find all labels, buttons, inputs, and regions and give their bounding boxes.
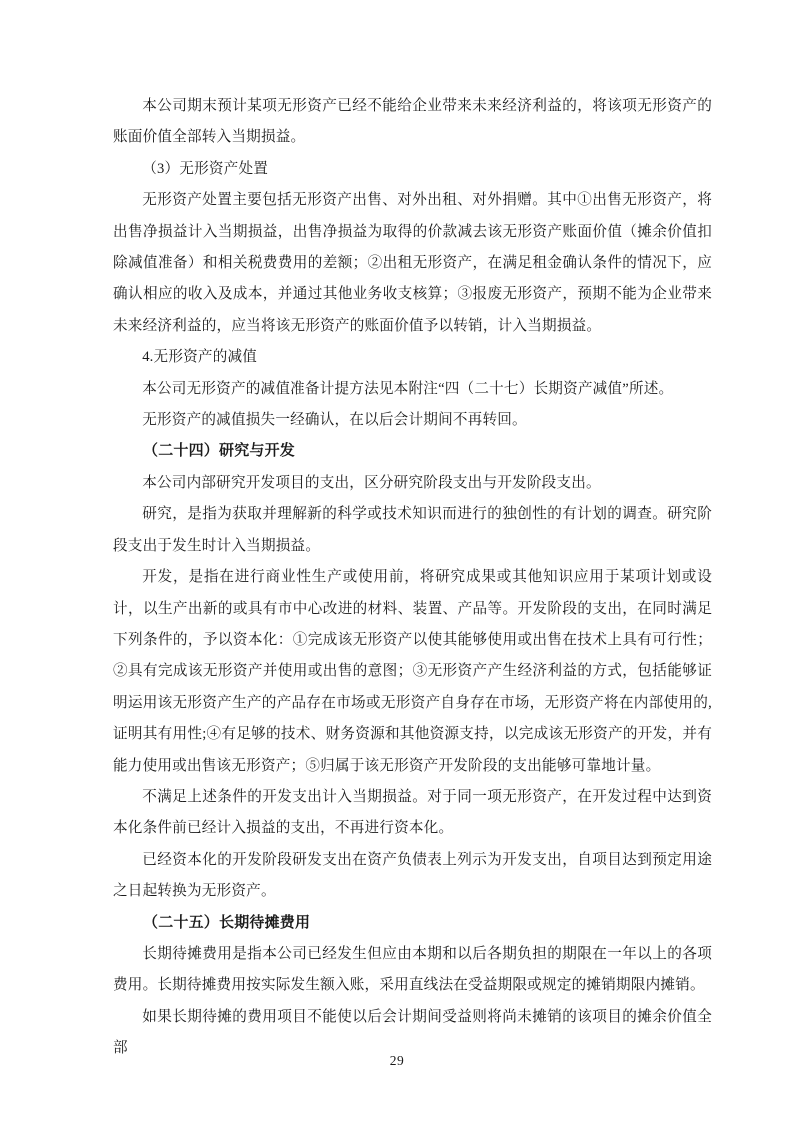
paragraph: 无形资产的减值损失一经确认，在以后会计期间不再转回。: [142, 412, 527, 429]
paragraph: 研究，是指为获取并理解新的科学或技术知识而进行的独创性的有计划的调查。研究阶段支出于发生时计入当期损益。: [113, 506, 712, 554]
document-body: [113, 91, 712, 1065]
paragraph: 4.无形资产的减值: [142, 349, 258, 366]
paragraph: 本公司无形资产的减值准备计提方法见本附注“四（二十七）长期资产减值”所述。: [142, 380, 674, 397]
paragraph: 如果长期待摊的费用项目不能使以后会计期间受益则将尚未摊销的该项目的摊余价值全部: [113, 1008, 712, 1057]
section-heading: （二十五）长期待摊费用: [143, 914, 311, 931]
paragraph: 本公司内部研究开发项目的支出，区分研究阶段支出与开发阶段支出。: [142, 474, 601, 491]
paragraph: 长期待摊费用是指本公司已经发生但应由本期和以后各期负担的期限在一年以上的各项费用。长期待摊费用按实际发生额入账，采用直线法在受益期限或规定的摊销期限内摊销。: [113, 945, 712, 994]
paragraph: 无形资产处置主要包括无形资产出售、对外出租、对外捐赠。其中①出售无形资产，将出售净损益计入当期损益，出售净损益为取得的价款减去该无形资产账面价值（摊余价值扣除减值准备）和相关税费费用的差额；②出租无形资产，在满足租金确认条件的情况下，应确认相应的收入及成本，并通过其他业务收支核算；③报废无形资产，预期不能为企业带来未来经济利益的，应当将该无形资产的账面价值予以转销，计入当期损益。: [113, 192, 712, 334]
paragraph: 不满足上述条件的开发支出计入当期损益。对于同一项无形资产，在开发过程中达到资本化条件前已经计入损益的支出，不再进行资本化。: [113, 788, 712, 837]
paragraph: 已经资本化的开发阶段研发支出在资产负债表上列示为开发支出，自项目达到预定用途之日起转换为无形资产。: [113, 851, 712, 900]
paragraph: 开发，是指在进行商业性生产或使用前，将研究成果或其他知识应用于某项计划或设计，以生产出新的或具有市中心改进的材料、装置、产品等。开发阶段的支出，在同时满足下列条件的，予以资本化：①完成该无形资产以使其能够使用或出售在技术上具有可行性；②具有完成该无形资产并使用或出售的意图；③无形资产产生经济利益的方式，包括能够证明运用该无形资产生产的产品存在市场或无形资产自身存在市场，无形资产将在内部使用的,证明其有用性;④有足够的技术、财务资源和其他资源支持，以完成该无形资产的开发，并有能力使用或出售该无形资产；⑤归属于该无形资产开发阶段的支出能够可靠地计量。: [113, 569, 712, 774]
paragraph: 本公司期末预计某项无形资产已经不能给企业带来未来经济利益的，将该项无形资产的账面价值全部转入当期损益。: [113, 98, 712, 146]
page-footer: [0, 1052, 794, 1070]
page-number: 29: [389, 1053, 405, 1068]
paragraph: （3）无形资产处置: [142, 160, 269, 177]
section-heading: （二十四）研究与开发: [143, 443, 296, 460]
